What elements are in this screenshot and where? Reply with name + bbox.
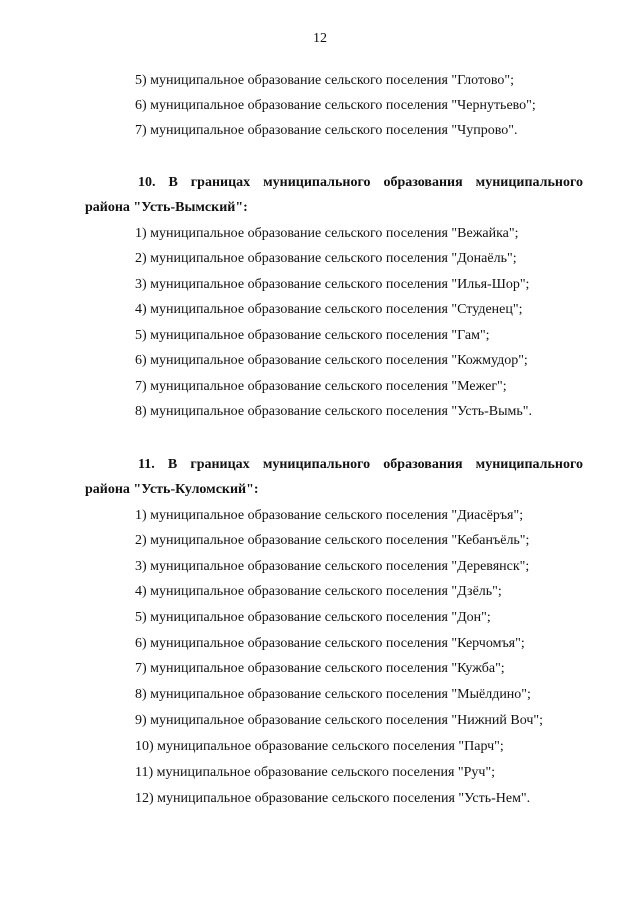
list-item: 1) муниципальное образование сельского поселения "Вежайка"; — [135, 226, 519, 241]
list-item: 5) муниципальное образование сельского поселения "Дон"; — [135, 610, 491, 625]
list-item: 7) муниципальное образование сельского поселения "Межег"; — [135, 379, 507, 394]
list-item: 7) муниципальное образование сельского поселения "Чупрово". — [135, 123, 518, 138]
list-item: 8) муниципальное образование сельского поселения "Усть-Вымь". — [135, 404, 532, 419]
list-item: 7) муниципальное образование сельского поселения "Кужба"; — [135, 661, 505, 676]
list-item: 8) муниципальное образование сельского поселения "Мыёлдино"; — [135, 687, 531, 702]
list-item: 9) муниципальное образование сельского поселения "Нижний Воч"; — [135, 713, 544, 728]
section-10-heading: 10. В границах муниципального образования муниципального — [138, 175, 583, 190]
section-10-heading-continuation: района "Усть-Вымский": — [85, 200, 248, 215]
section-11-heading: 11. В границах муниципального образования муниципального — [138, 457, 583, 472]
list-item: 5) муниципальное образование сельского поселения "Гам"; — [135, 328, 490, 343]
list-item: 3) муниципальное образование сельского поселения "Деревянск"; — [135, 559, 530, 574]
list-item: 6) муниципальное образование сельского поселения "Чернутьево"; — [135, 98, 536, 113]
list-item: 5) муниципальное образование сельского поселения "Глотово"; — [135, 73, 515, 88]
list-item: 4) муниципальное образование сельского поселения "Дзёль"; — [135, 584, 502, 599]
list-item: 2) муниципальное образование сельского поселения "Кебанъёль"; — [135, 533, 530, 548]
list-item: 10) муниципальное образование сельского поселения "Парч"; — [135, 739, 504, 754]
list-item: 6) муниципальное образование сельского поселения "Кожмудор"; — [135, 353, 528, 368]
list-item: 2) муниципальное образование сельского поселения "Донаёль"; — [135, 251, 517, 266]
page-number: 12 — [313, 31, 327, 46]
list-item: 1) муниципальное образование сельского поселения "Диасёръя"; — [135, 508, 524, 523]
list-item: 4) муниципальное образование сельского поселения "Студенец"; — [135, 302, 523, 317]
list-item: 12) муниципальное образование сельского поселения "Усть-Нем". — [135, 791, 531, 806]
list-item: 6) муниципальное образование сельского поселения "Керчомъя"; — [135, 636, 525, 651]
list-item: 3) муниципальное образование сельского поселения "Илья-Шор"; — [135, 277, 530, 292]
section-11-heading-continuation: района "Усть-Куломский": — [85, 482, 259, 497]
list-item: 11) муниципальное образование сельского поселения "Руч"; — [135, 765, 496, 780]
